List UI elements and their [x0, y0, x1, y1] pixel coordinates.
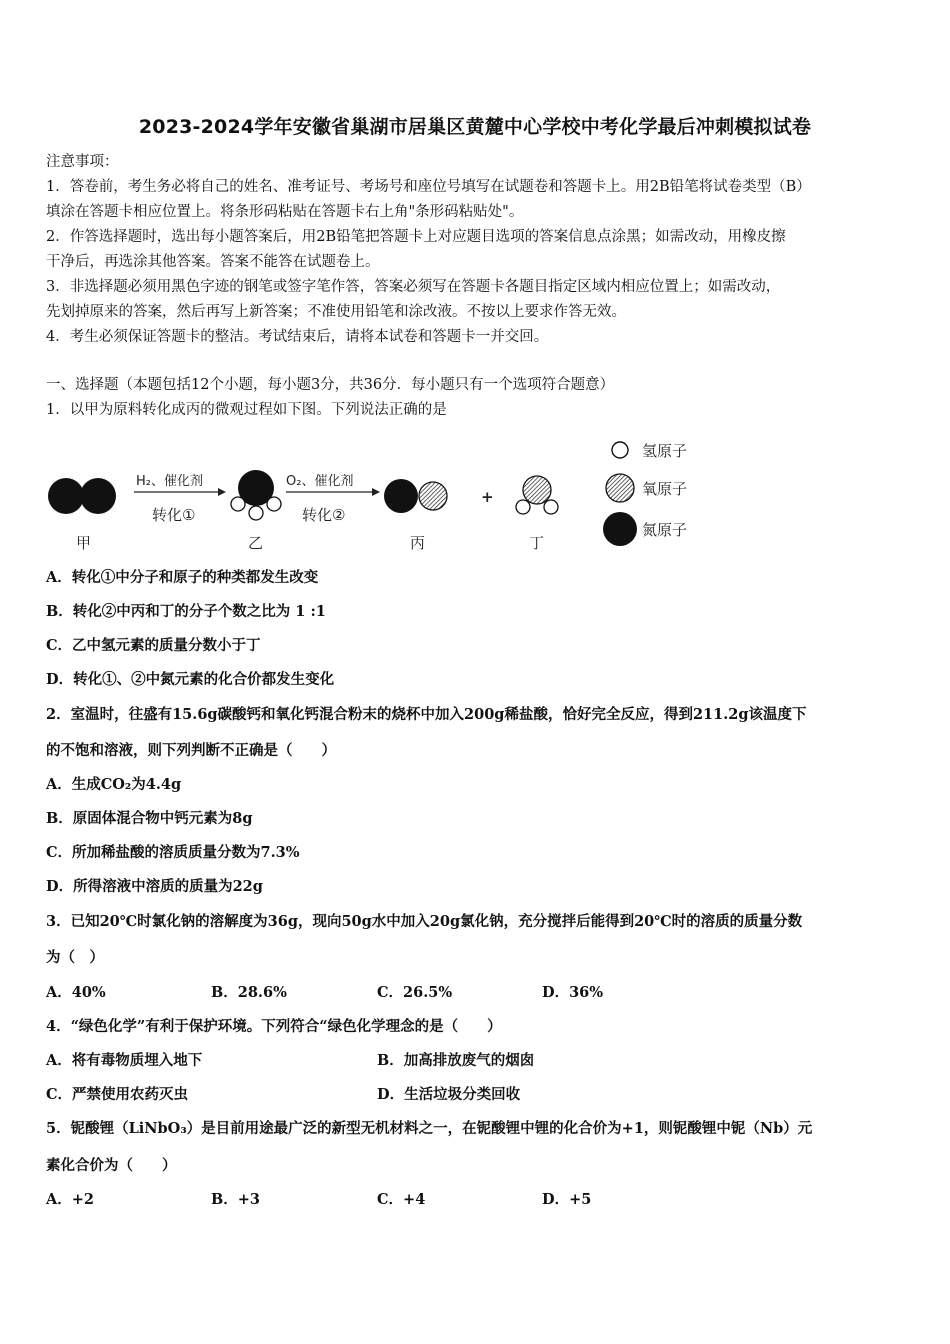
molecule-diagram	[40, 436, 720, 560]
q3-option-c: C．26.5%	[377, 984, 453, 1001]
legend-oxygen-icon	[606, 474, 634, 502]
q3-stem-cont: 为（ ）	[46, 949, 104, 966]
notice-line: 1．答卷前，考生务必将自己的姓名、准考证号、考场号和座位号填写在试题卷和答题卡上。用2B铅笔将试卷类型（B）	[46, 179, 811, 195]
q2-option-d: D．所得溶液中溶质的质量为22g	[46, 878, 263, 895]
legend-hydrogen-icon	[612, 442, 628, 458]
q5-stem-cont: 素化合价为（ ）	[46, 1157, 177, 1174]
q4-option-d: D．生活垃圾分类回收	[377, 1086, 521, 1103]
arrow2-top-label: O₂、催化剂	[286, 474, 354, 489]
notice-line: 先划掉原来的答案，然后再写上新答案；不准使用铅笔和涂改液。不按以上要求作答无效。	[46, 304, 626, 320]
legend-oxygen: 氧原子	[642, 480, 688, 498]
q1-option-b: B．转化②中丙和丁的分子个数之比为 1 :1	[46, 603, 326, 620]
arrow1-top-label: H₂、催化剂	[136, 474, 203, 489]
q5-option-c: C．+4	[377, 1191, 426, 1208]
q1-stem: 1．以甲为原料转化成丙的微观过程如下图。下列说法正确的是	[46, 402, 447, 418]
page-title: 2023-2024学年安徽省巢湖市居巢区黄麓中心学校中考化学最后冲刺模拟试卷	[138, 116, 812, 138]
q2-stem: 2．室温时，往盛有15.6g碳酸钙和氧化钙混合粉末的烧杯中加入200g稀盐酸，恰好完全反应，得到211.2g该温度下	[46, 706, 807, 723]
legend-hydrogen: 氢原子	[642, 442, 688, 460]
label-ding: 丁	[529, 534, 545, 552]
molecule-yi	[231, 470, 281, 520]
arrow-conversion-1	[134, 473, 226, 524]
arrow-conversion-2	[286, 473, 380, 524]
q1-option-d: D．转化①、②中氮元素的化合价都发生变化	[46, 671, 335, 688]
q2-stem-cont: 的不饱和溶液，则下列判断不正确是（ ）	[46, 742, 336, 759]
q4-option-a: A．将有毒物质埋入地下	[46, 1052, 203, 1069]
q5-option-b: B．+3	[211, 1191, 260, 1208]
q4-option-c: C．严禁使用农药灭虫	[46, 1086, 189, 1103]
molecule-jia	[48, 478, 116, 514]
q4-option-b: B．加高排放废气的烟囱	[377, 1052, 535, 1069]
q4-stem: 4．“绿色化学”有利于保护环境。下列符合“绿色化学理念的是（ ）	[46, 1018, 502, 1035]
notice-line: 4．考生必须保证答题卡的整洁。考试结束后，请将本试卷和答题卡一并交回。	[46, 329, 549, 345]
q5-stem: 5．铌酸锂（LiNbO₃）是目前用途最广泛的新型无机材料之一，在铌酸锂中锂的化合价为+1，则铌酸锂中铌（Nb）元	[46, 1120, 813, 1137]
section-heading: 一、选择题（本题包括12个小题，每小题3分，共36分．每小题只有一个选项符合题意）	[46, 377, 615, 393]
q2-option-b: B．原固体混合物中钙元素为8g	[46, 810, 253, 827]
molecule-bing	[384, 479, 447, 513]
q3-stem: 3．已知20℃时氯化钠的溶解度为36g，现向50g水中加入20g氯化钠，充分搅拌后能得到20℃时的溶质的质量分数	[46, 913, 803, 930]
arrow1-bottom-label: 转化①	[152, 506, 196, 524]
q3-option-b: B．28.6%	[211, 984, 287, 1001]
notice-line: 干净后，再选涂其他答案。答案不能答在试题卷上。	[46, 254, 380, 270]
legend	[603, 442, 687, 546]
q5-option-d: D．+5	[542, 1191, 592, 1208]
q1-option-c: C．乙中氢元素的质量分数小于丁	[46, 637, 261, 654]
notice-heading: 注意事项：	[46, 154, 119, 170]
plus-sign: +	[481, 488, 494, 506]
q5-option-a: A．+2	[46, 1191, 94, 1208]
arrow2-bottom-label: 转化②	[302, 506, 346, 524]
notice-line: 填涂在答题卡相应位置上。将条形码粘贴在答题卡右上角"条形码粘贴处"。	[46, 204, 524, 220]
label-jia: 甲	[76, 534, 92, 552]
label-yi: 乙	[248, 534, 264, 552]
label-bing: 丙	[410, 534, 426, 552]
notice-line: 3．非选择题必须用黑色字迹的钢笔或签字笔作答，答案必须写在答题卡各题目指定区域内相应位置上；如需改动，	[46, 279, 781, 295]
q2-option-c: C．所加稀盐酸的溶质质量分数为7.3%	[46, 844, 300, 861]
legend-nitrogen: 氮原子	[642, 521, 688, 539]
q3-option-a: A．40%	[46, 984, 106, 1001]
q2-option-a: A．生成CO₂为4.4g	[46, 776, 182, 793]
q1-option-a: A．转化①中分子和原子的种类都发生改变	[46, 569, 319, 586]
legend-nitrogen-icon	[603, 512, 637, 546]
molecule-ding	[516, 476, 558, 514]
notice-line: 2．作答选择题时，选出每小题答案后，用2B铅笔把答题卡上对应题目选项的答案信息点涂黑；如需改动，用橡皮擦	[46, 229, 786, 245]
q3-option-d: D．36%	[542, 984, 604, 1001]
